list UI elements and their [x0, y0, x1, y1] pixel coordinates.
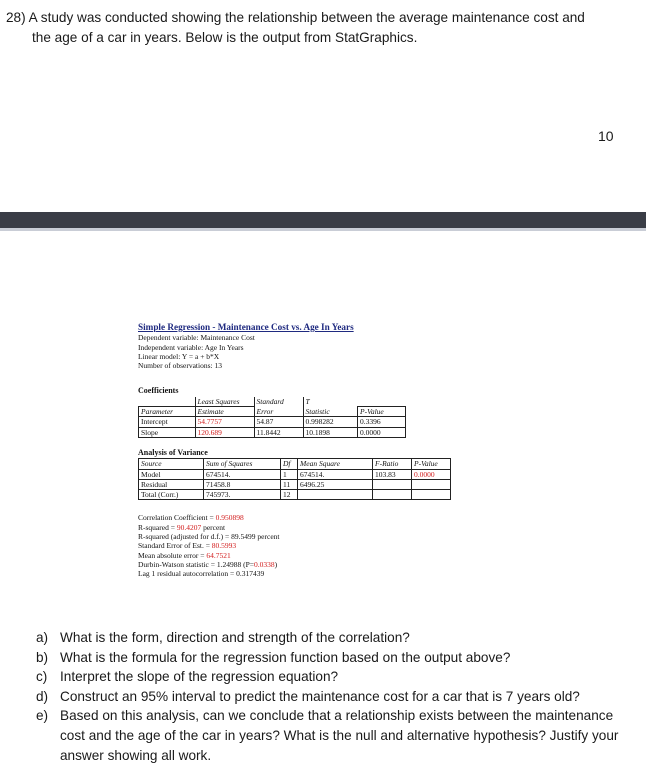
table-row — [139, 417, 406, 427]
summary-stats — [138, 513, 468, 578]
anova-cell: 0.0000 — [412, 469, 451, 479]
coef-header-cell: Statistic — [303, 407, 358, 417]
list-item — [36, 648, 636, 668]
r-squared-value: 90.4207 — [176, 522, 202, 532]
part-label: a) — [36, 630, 49, 645]
anova-cell — [412, 479, 451, 489]
part-label: c) — [36, 669, 48, 685]
anova-cell: 103.83 — [373, 469, 412, 479]
mean-absolute-error-value: 64.7521 — [206, 550, 231, 560]
list-item — [36, 706, 636, 765]
anova-cell: 1 — [281, 469, 298, 479]
list-item — [36, 687, 636, 707]
anova-cell: Total (Corr.) — [141, 490, 179, 500]
table-row — [139, 490, 451, 500]
coef-cell: Intercept — [139, 417, 196, 427]
points-value: 10 — [598, 128, 614, 144]
output-title: Simple Regression - Maintenance Cost vs. Age In Years — [138, 322, 354, 332]
part-text: What is the form, direction and strength of the correlation? — [60, 630, 410, 645]
anova-table — [138, 458, 451, 500]
part-text: Interpret the slope of the regression equation? — [60, 669, 339, 685]
page-divider-band — [0, 212, 646, 228]
anova-cell — [298, 490, 373, 500]
anova-cell: 674514. — [204, 469, 281, 479]
anova-cell — [373, 490, 412, 500]
observation-count: Number of observations: 13 — [138, 361, 222, 371]
coef-header-cell: Estimate — [195, 407, 254, 417]
anova-header-cell: Mean Square — [298, 459, 373, 469]
anova-cell: Residual — [139, 479, 204, 489]
anova-cell — [412, 490, 451, 500]
dependent-variable: Dependent variable: Maintenance Cost — [138, 333, 255, 343]
page-divider-shadow — [0, 228, 646, 231]
part-text: Based on this analysis, can we conclude that a relationship exists between the maintenance cost and the age of the car in years? What is the null and alternative hypothesis? Justify your answer showing all work. — [60, 708, 619, 763]
part-label: d) — [36, 688, 49, 704]
durbin-watson-p-value: 0.0338 — [253, 559, 275, 569]
table-row — [139, 479, 451, 489]
part-label: e) — [36, 708, 49, 724]
lag-autocorrelation-line: Lag 1 residual autocorrelation = 0.317439 — [138, 569, 265, 579]
question-line-2: the age of a car in years. Below is the output from StatGraphics. — [32, 30, 418, 45]
coef-header-cell — [358, 397, 406, 407]
statgraphics-output — [138, 323, 468, 579]
standard-error-value: 80.5993 — [211, 541, 237, 551]
anova-cell: 745973. — [204, 490, 281, 500]
mean-absolute-error-line: Mean absolute error = 64.7521 — [138, 550, 231, 560]
question-parts — [36, 628, 636, 765]
coef-cell: 10.1898 — [303, 427, 358, 437]
coef-cell: 11.8442 — [254, 427, 303, 437]
anova-header-cell: P-Value — [412, 459, 451, 469]
anova-header-cell: Df — [281, 459, 298, 469]
table-row — [139, 427, 406, 437]
coef-cell: 54.7757 — [195, 417, 254, 427]
coef-header-cell: Standard — [254, 397, 303, 407]
list-item — [36, 628, 636, 648]
list-item — [36, 667, 636, 687]
anova-header-cell: Sum of Squares — [204, 459, 281, 469]
coef-header-cell: P-Value — [358, 407, 406, 417]
coef-header-cell — [139, 397, 196, 407]
coef-cell: 120.689 — [195, 427, 254, 437]
independent-variable: Independent variable: Age In Years — [138, 342, 244, 352]
part-label: b) — [36, 649, 49, 665]
coef-header-cell: Error — [254, 407, 303, 417]
coef-cell: 0.3396 — [358, 417, 406, 427]
anova-heading: Analysis of Variance — [138, 447, 208, 457]
anova-cell: Model — [139, 469, 204, 479]
coef-cell: Slope — [139, 427, 196, 437]
coef-header-cell: T — [303, 397, 358, 407]
anova-cell: 674514. — [298, 469, 373, 479]
coefficients-table — [138, 397, 406, 438]
part-text: Construct an 95% interval to predict the maintenance cost for a car that is 7 years old? — [60, 688, 580, 704]
part-text: What is the formula for the regression function based on the output above? — [60, 649, 511, 665]
anova-cell: 6496.25 — [298, 479, 373, 489]
r-squared-adjusted-line: R-squared (adjusted for d.f.) = 89.5499 percent — [138, 532, 280, 542]
correlation-value: 0.950898 — [215, 513, 244, 523]
correlation-line: Correlation Coefficient = 0.950898 — [138, 513, 244, 523]
coef-cell: 54.87 — [254, 417, 303, 427]
anova-cell: 11 — [281, 479, 298, 489]
anova-cell: 12 — [281, 490, 298, 500]
coef-header-cell: Parameter — [139, 407, 196, 417]
r-squared-line: R-squared = 90.4207 percent — [138, 522, 226, 532]
coef-header-cell: Least Squares — [195, 397, 254, 407]
anova-cell — [373, 479, 412, 489]
coef-cell: 0.0000 — [358, 427, 406, 437]
anova-header-cell: Source — [139, 459, 204, 469]
linear-model: Linear model: Y = a + b*X — [138, 351, 220, 361]
durbin-watson-line: Durbin-Watson statistic = 1.24988 (P=0.0338) — [138, 559, 278, 569]
anova-cell: 71458.8 — [204, 479, 281, 489]
standard-error-line: Standard Error of Est. = 80.5993 — [138, 541, 237, 551]
question-line-1: 28) A study was conducted showing the relationship between the average maintenance cost and — [6, 10, 585, 25]
anova-header-cell: F-Ratio — [373, 459, 412, 469]
table-row — [139, 469, 451, 479]
coef-cell: 0.998282 — [303, 417, 358, 427]
question-header — [6, 8, 606, 48]
coefficients-heading: Coefficients — [138, 386, 179, 396]
